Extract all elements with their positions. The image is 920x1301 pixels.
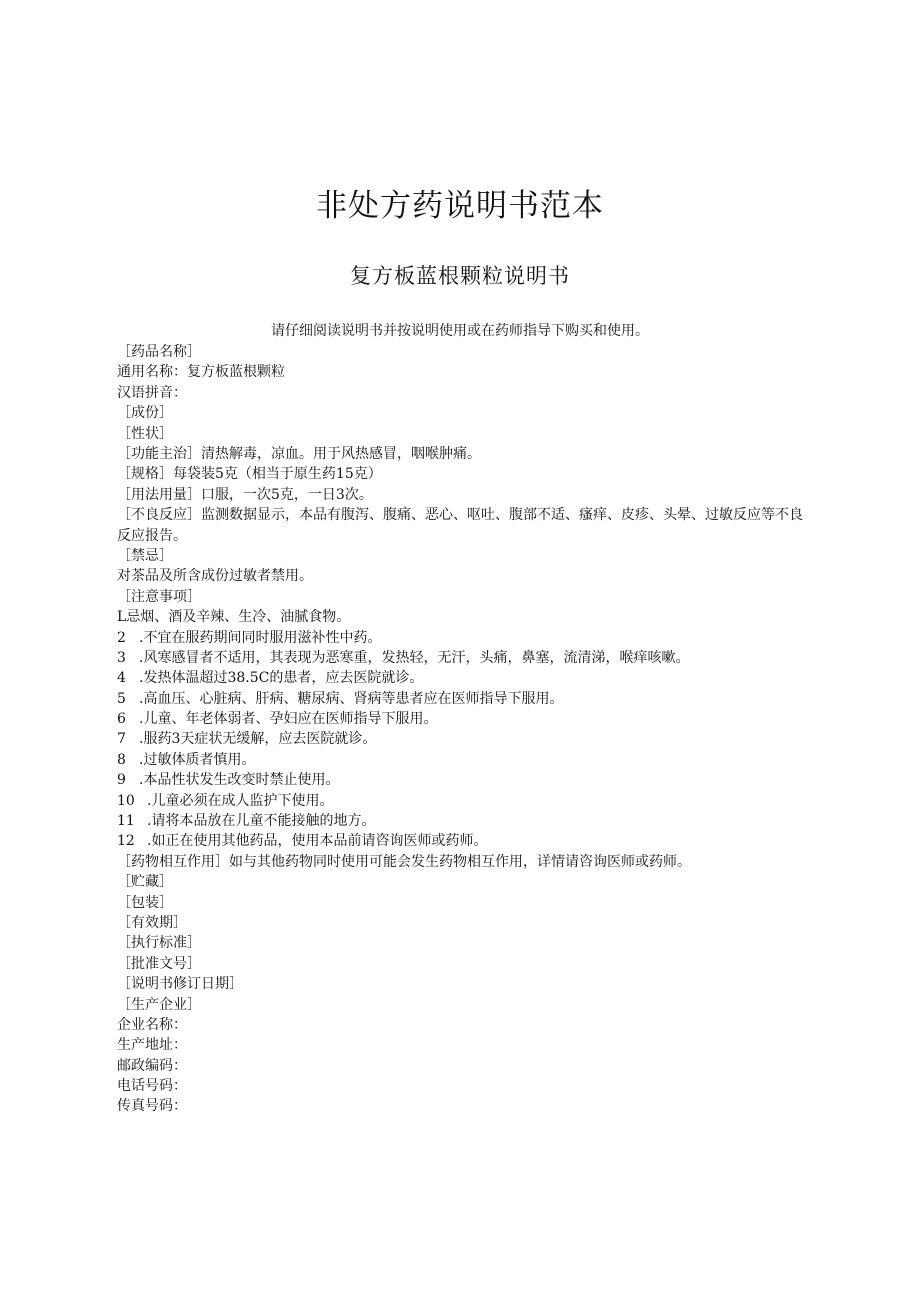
list-item-number: 6 [117,711,126,728]
list-item-text: .儿童、年老体弱者、孕妇应在医师指导下服用。 [139,711,438,728]
list-item-number: L [117,609,127,626]
section-standard: ［执行标准］ [117,935,201,952]
section-ingredients: ［成份］ [117,405,173,422]
list-item [117,668,807,688]
section-dosage: ［用法用量］口服，一次5克，一日3次。 [117,486,373,503]
section-drug-name: ［药品名称］ [117,344,201,360]
list-item-number: 8 [117,751,126,768]
section-indications: ［功能主治］清热解毒，凉血。用于风热感冒，咽喉肿痛。 [117,445,481,462]
list-item-number: 11 [117,813,135,830]
section-expiry: ［有效期］ [117,914,187,931]
document-subtitle: 复方板蓝根颗粒说明书 [350,264,570,288]
precautions-list [117,607,807,852]
usage-notice: 请仔细阅读说明书并按说明使用或在药师指导下购买和使用。 [271,323,649,339]
section-precautions: ［注意事项］ [117,588,201,605]
section-revision-date: ［说明书修订日期］ [117,976,243,993]
list-item-text: .过敏体质者慎用。 [139,751,256,768]
list-item-text: .儿童必须在成人监护下使用。 [147,792,334,809]
list-item-text: .风寒感冒者不适用，其表现为恶寒重，发热轻，无汗，头痛，鼻塞，流清涕，喉痒咳嗽。 [139,649,690,666]
list-item-text: .如正在使用其他药品，使用本品前请咨询医师或药师。 [147,833,488,850]
company-name: 企业名称： [117,1016,187,1033]
list-item-number: 7 [117,731,126,748]
list-item-number: 10 [117,792,135,809]
list-item-text: .不宜在服药期间同时服用滋补性中药。 [139,629,382,646]
list-item-number: 3 [117,649,126,666]
section-approval-number: ［批准文号］ [117,955,201,972]
list-item [117,607,807,627]
list-item [117,689,807,709]
leaflet-body [117,342,807,1117]
section-storage: ［贮藏］ [117,874,173,891]
list-item [117,709,807,729]
list-item-text: 忌烟、酒及辛辣、生冷、油腻食物。 [126,609,351,626]
pinyin-name: 汉语拼音： [117,384,187,401]
list-item-number: 12 [117,833,135,850]
section-appearance: ［性状］ [117,425,173,442]
list-item-text: .请将本品放在儿童不能接触的地方。 [147,813,376,830]
list-item-text: .本品性状发生改变时禁止使用。 [139,772,340,789]
section-contraindications: ［禁忌］ [117,547,173,564]
list-item-number: 4 [117,670,126,687]
section-specification: ［规格］每袋装5克（相当于原生药15克） [117,466,382,483]
fax-number: 传真号码： [117,1098,187,1115]
list-item-number: 5 [117,690,126,707]
phone-number: 电话号码： [117,1078,187,1095]
list-item [117,628,807,648]
list-item-number: 9 [117,772,126,789]
list-item [117,831,807,851]
contraindications-text: 对茶品及所含成份过敏者禁用。 [117,568,313,585]
section-manufacturer: ［生产企业］ [117,996,201,1013]
list-item-text: .高血压、心脏病、肝病、糖尿病、肾病等患者应在医师指导下服用。 [139,690,564,707]
list-item [117,648,807,668]
document-title: 非处方药说明书范本 [316,188,604,224]
list-item-text: .发热体温超过38.5C的患者，应去医院就诊。 [139,670,424,687]
list-item [117,811,807,831]
list-item-number: 2 [117,629,126,646]
list-item [117,791,807,811]
section-adverse-reactions: ［不良反应］监测数据显示，本品有腹泻、腹痛、恶心、呕吐、腹部不适、瘙痒、皮疹、头晕、过敏反应等不良反应报告。 [117,507,803,544]
section-packaging: ［包装］ [117,894,173,911]
list-item-text: .服药3天症状无缓解，应去医院就诊。 [139,731,377,748]
section-drug-interactions: ［药物相互作用］如与其他药物同时使用可能会发生药物相互作用，详情请咨询医师或药师。 [117,853,691,870]
list-item [117,729,807,749]
production-address: 生产地址： [117,1037,187,1054]
generic-name: 通用名称：复方板蓝根颗粒 [117,364,285,381]
list-item [117,770,807,790]
list-item [117,750,807,770]
postal-code: 邮政编码： [117,1057,187,1074]
